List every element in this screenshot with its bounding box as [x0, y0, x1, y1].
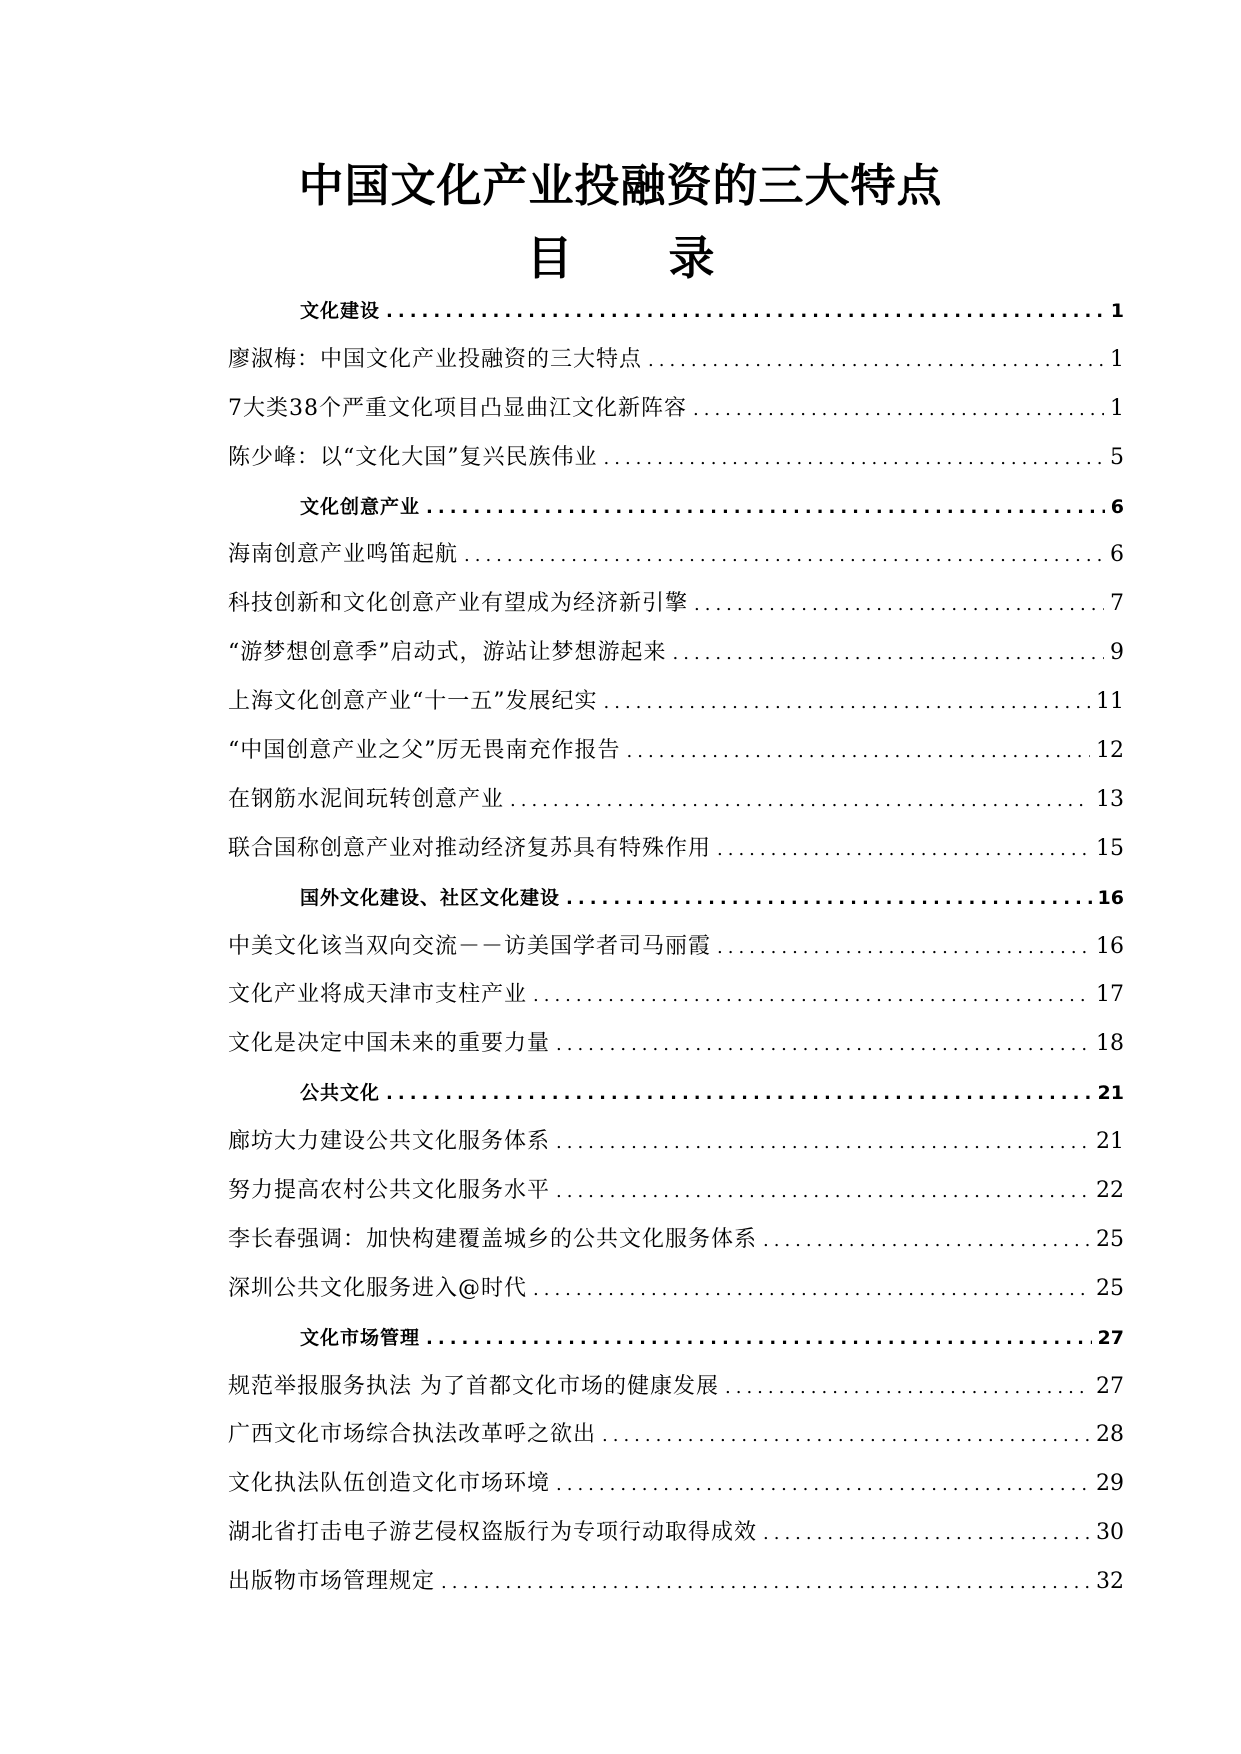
toc-entry-title: 文化创意产业 — [300, 495, 421, 518]
toc-entry[interactable] — [228, 1020, 1124, 1069]
toc-dot-leader — [533, 1266, 1090, 1315]
toc-page-number: 6 — [1110, 495, 1124, 518]
toc-entry[interactable] — [228, 434, 1124, 483]
toc-page-number: 16 — [1096, 933, 1124, 959]
toc-dot-leader — [566, 875, 1092, 924]
toc-dot-leader — [426, 484, 1105, 533]
toc-page-number: 30 — [1096, 1520, 1124, 1546]
toc-page-number: 1 — [1110, 300, 1124, 322]
toc-page-number: 11 — [1096, 689, 1124, 715]
toc-entry-title: 努力提高农村公共文化服务水平 — [228, 1178, 551, 1204]
toc-dot-leader — [556, 1021, 1090, 1070]
toc-entry-title: 文化执法队伍创造文化市场环境 — [228, 1471, 551, 1497]
toc-page-number: 1 — [1110, 395, 1124, 421]
toc-entry[interactable] — [228, 1460, 1124, 1509]
toc-entry-title: 规范举报服务执法 为了首都文化市场的健康发展 — [228, 1373, 719, 1399]
toc-entry[interactable] — [228, 923, 1124, 972]
toc-entry-title: 出版物市场管理规定 — [228, 1569, 436, 1595]
toc-page-number: 32 — [1096, 1569, 1124, 1595]
toc-page-number: 5 — [1110, 444, 1124, 470]
toc-dot-leader — [725, 1364, 1090, 1413]
toc-dot-leader — [556, 1119, 1090, 1168]
toc-entry-title: 7大类38个严重文化项目凸显曲江文化新阵容 — [228, 395, 687, 421]
toc-page-number: 15 — [1096, 835, 1124, 861]
toc-entry-title: 文化产业将成天津市支柱产业 — [228, 982, 528, 1008]
toc-dot-leader — [717, 826, 1090, 875]
toc-page-number: 28 — [1096, 1422, 1124, 1448]
toc-entry-title: 廊坊大力建设公共文化服务体系 — [228, 1129, 551, 1155]
toc-entry-title: 湖北省打击电子游艺侵权盗版行为专项行动取得成效 — [228, 1520, 758, 1546]
toc-dot-leader — [441, 1559, 1090, 1608]
toc-page-number: 21 — [1096, 1129, 1124, 1155]
toc-entry-title: 中美文化该当双向交流－－访美国学者司马丽霞 — [228, 933, 712, 959]
toc-page-number: 17 — [1096, 982, 1124, 1008]
toc-dot-leader — [717, 924, 1090, 973]
toc-entry[interactable] — [228, 825, 1124, 874]
toc-entry[interactable] — [228, 1558, 1124, 1607]
toc-dot-leader — [386, 288, 1105, 337]
toc-dot-leader — [533, 972, 1090, 1021]
toc-page-number: 18 — [1096, 1031, 1124, 1057]
toc-dot-leader — [693, 386, 1104, 435]
document-title: 中国文化产业投融资的三大特点 — [298, 159, 943, 212]
toc-entry-title: “游梦想创意季”启动式，游站让梦想游起来 — [228, 640, 667, 666]
toc-entry[interactable] — [228, 1363, 1124, 1412]
toc-entry-title: 海南创意产业鸣笛起航 — [228, 542, 459, 568]
toc-page-number: 9 — [1110, 640, 1124, 666]
toc-page-number: 13 — [1096, 786, 1124, 812]
toc-entry[interactable] — [228, 336, 1124, 385]
toc-entry-title: “中国创意产业之父”厉无畏南充作报告 — [228, 738, 621, 764]
toc-page-number: 16 — [1097, 886, 1124, 909]
toc-entry-title: 上海文化创意产业“十一五”发展纪实 — [228, 689, 598, 715]
toc-page-number: 22 — [1096, 1178, 1124, 1204]
toc-heading-left: 目 — [526, 231, 573, 285]
toc-entry-title: 文化建设 — [300, 300, 381, 322]
toc-entry-title: 在钢筋水泥间玩转创意产业 — [228, 786, 505, 812]
toc-page-number: 25 — [1096, 1275, 1124, 1301]
toc-dot-leader — [602, 1412, 1090, 1461]
toc-page-number: 12 — [1096, 738, 1124, 764]
toc-entry[interactable] — [228, 971, 1124, 1020]
toc-page-number: 27 — [1097, 1326, 1124, 1349]
toc-entry[interactable] — [228, 1265, 1124, 1314]
toc-entry[interactable] — [228, 580, 1124, 629]
toc-entry[interactable] — [228, 1118, 1124, 1167]
toc-heading — [0, 228, 1241, 288]
toc-section-entry[interactable] — [228, 1069, 1124, 1118]
toc-page-number: 1 — [1110, 346, 1124, 372]
toc-entry[interactable] — [228, 1167, 1124, 1216]
toc-section-entry[interactable] — [228, 287, 1124, 336]
toc-entry[interactable] — [228, 1411, 1124, 1460]
toc-entry-title: 文化市场管理 — [300, 1326, 421, 1349]
toc-dot-leader — [627, 728, 1091, 777]
toc-dot-leader — [464, 532, 1104, 581]
toc-entry[interactable] — [228, 678, 1124, 727]
toc-entry[interactable] — [228, 1509, 1124, 1558]
toc-page-number: 27 — [1096, 1373, 1124, 1399]
toc-dot-leader — [763, 1217, 1090, 1266]
toc-page-number: 25 — [1096, 1226, 1124, 1252]
toc-entry-title: 陈少峰：以“文化大国”复兴民族伟业 — [228, 444, 598, 470]
toc-entry-title: 文化是决定中国未来的重要力量 — [228, 1031, 551, 1057]
toc-entry-title: 国外文化建设、社区文化建设 — [300, 886, 561, 909]
toc-dot-leader — [604, 435, 1105, 484]
toc-dot-leader — [604, 679, 1091, 728]
toc-dot-leader — [386, 1070, 1092, 1119]
toc-entry-title: 廖淑梅：中国文化产业投融资的三大特点 — [228, 346, 643, 372]
toc-dot-leader — [426, 1315, 1092, 1364]
toc-dot-leader — [673, 630, 1105, 679]
toc-entry-title: 深圳公共文化服务进入@时代 — [228, 1275, 528, 1301]
toc-dot-leader — [648, 337, 1104, 386]
toc-entry[interactable] — [228, 1216, 1124, 1265]
toc-dot-leader — [556, 1168, 1090, 1217]
toc-entry[interactable] — [228, 531, 1124, 580]
toc-section-entry[interactable] — [228, 483, 1124, 532]
toc-page-number: 7 — [1110, 591, 1124, 617]
toc-entry-title: 李长春强调：加快构建覆盖城乡的公共文化服务体系 — [228, 1226, 758, 1252]
toc-entry-title: 联合国称创意产业对推动经济复苏具有特殊作用 — [228, 835, 712, 861]
toc-dot-leader — [763, 1510, 1090, 1559]
toc-section-entry[interactable] — [228, 874, 1124, 923]
toc-page-number: 21 — [1097, 1082, 1124, 1105]
toc-entry[interactable] — [228, 385, 1124, 434]
toc-heading-right: 录 — [668, 231, 715, 285]
toc-section-entry[interactable] — [228, 1314, 1124, 1363]
table-of-contents — [228, 287, 1124, 1607]
toc-entry[interactable] — [228, 727, 1124, 776]
toc-dot-leader — [556, 1461, 1090, 1510]
toc-dot-leader — [694, 581, 1104, 630]
toc-page-number: 29 — [1096, 1471, 1124, 1497]
toc-entry-title: 广西文化市场综合执法改革呼之欲出 — [228, 1422, 597, 1448]
toc-entry[interactable] — [228, 629, 1124, 678]
toc-entry-title: 公共文化 — [300, 1082, 381, 1105]
toc-entry-title: 科技创新和文化创意产业有望成为经济新引擎 — [228, 591, 689, 617]
toc-page-number: 6 — [1110, 542, 1124, 568]
toc-entry[interactable] — [228, 776, 1124, 825]
toc-dot-leader — [510, 777, 1090, 826]
